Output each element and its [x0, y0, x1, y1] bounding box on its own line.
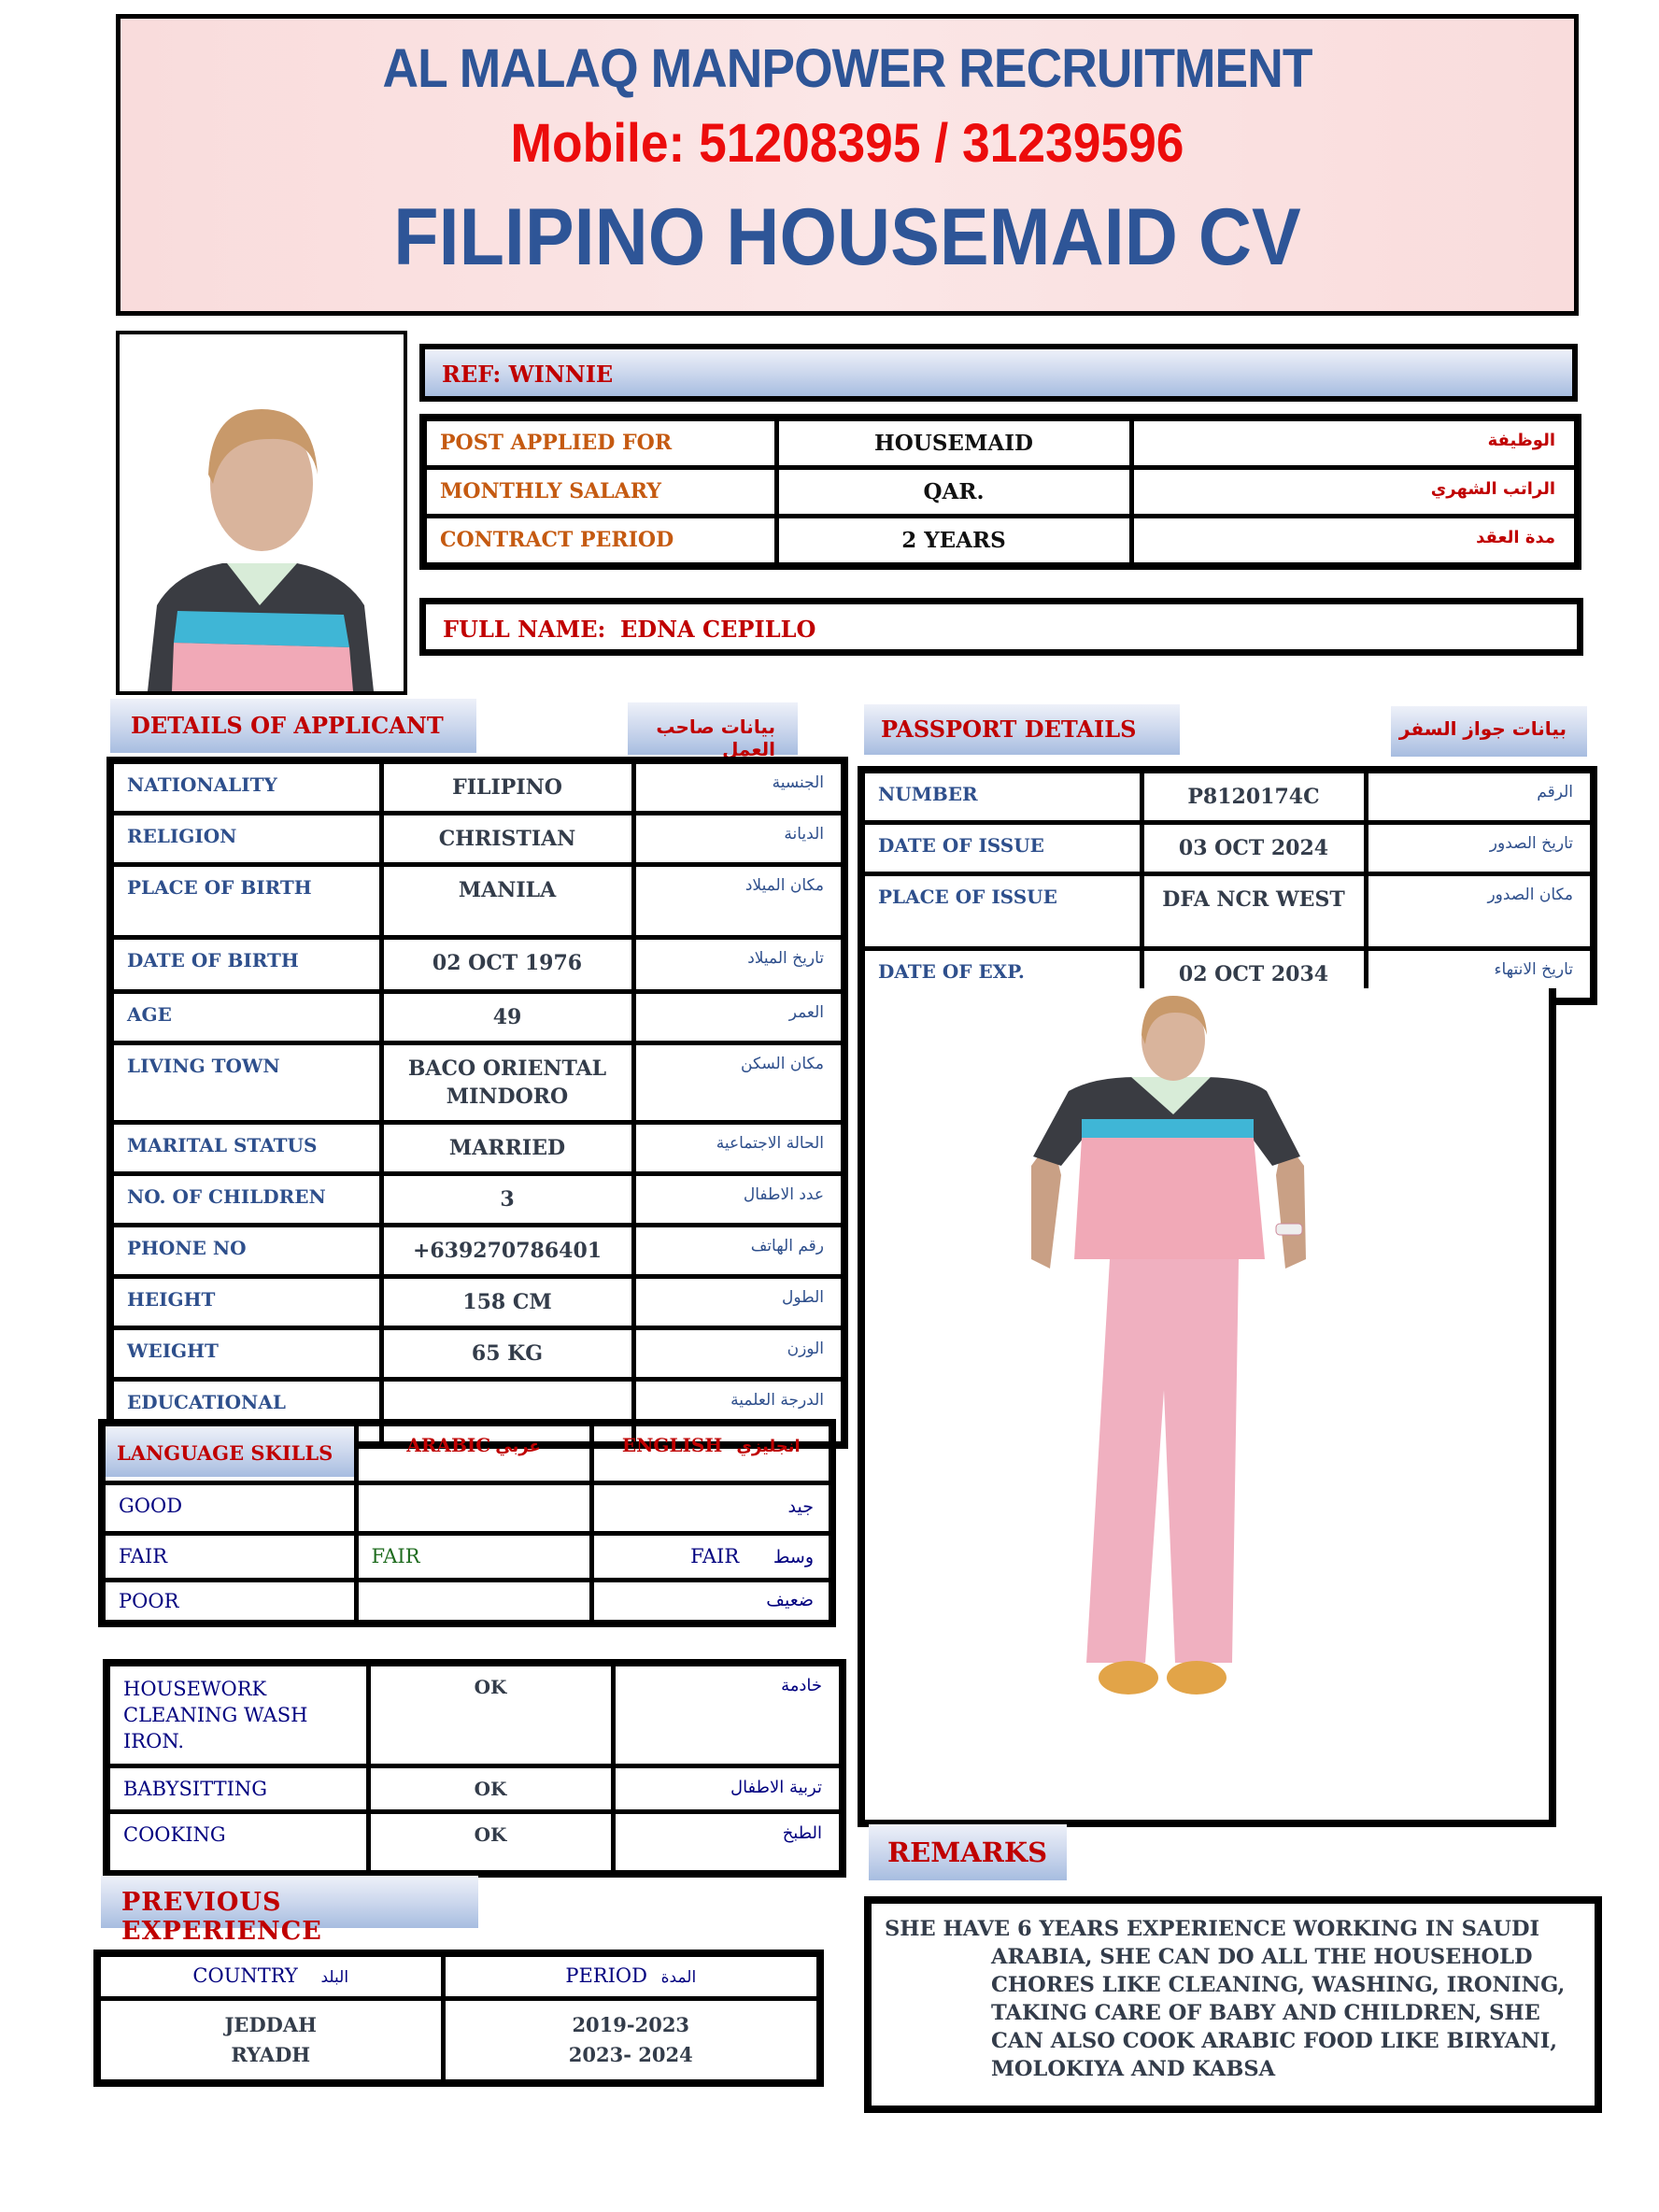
skill-row: [106, 1812, 843, 1874]
skill-label: BABYSITTING: [123, 1778, 268, 1801]
details-row: [110, 938, 844, 992]
details-value: 3: [500, 1187, 515, 1212]
details-arabic: الديانة: [784, 825, 824, 844]
skill-row: [106, 1663, 843, 1766]
company-name: AL MALAQ MANPOWER RECRUITMENT: [382, 38, 1312, 99]
level-fair-ar: وسط: [773, 1546, 814, 1567]
details-label: PLACE OF BIRTH: [127, 876, 312, 899]
full-name-label: FULL NAME:: [443, 616, 606, 643]
contract-label: CONTRACT PERIOD: [440, 528, 674, 552]
details-arabic: الدرجة العلمية: [730, 1391, 824, 1410]
salary-value: QAR.: [923, 479, 985, 504]
language-row-good: [102, 1482, 832, 1533]
passport-label: PLACE OF ISSUE: [878, 886, 1057, 908]
remarks-title: REMARKS: [887, 1836, 1048, 1868]
passport-arabic: تاريخ الانتهاء: [1494, 960, 1573, 979]
details-label: NO. OF CHILDREN: [127, 1185, 326, 1208]
ref-label: REF: WINNIE: [442, 361, 614, 388]
skill-arabic: خادمة: [781, 1676, 822, 1695]
post-table: [419, 414, 1581, 570]
arabic-header: ARABIC: [406, 1434, 491, 1456]
skill-arabic: تربية الاطفال: [730, 1778, 822, 1798]
passport-label: DATE OF ISSUE: [878, 834, 1044, 857]
experience-title-box: [101, 1876, 478, 1946]
details-value: 49: [492, 1005, 522, 1029]
level-fair: FAIR: [119, 1544, 168, 1567]
details-label: EDUCATIONAL: [127, 1391, 286, 1413]
skill-value: OK: [474, 1823, 507, 1847]
skills-table: [103, 1659, 846, 1878]
details-row: [110, 865, 844, 938]
details-arabic: الحالة الاجتماعية: [716, 1134, 824, 1153]
skill-label: HOUSEWORK CLEANING WASH IRON.: [123, 1678, 308, 1752]
full-body-photo: [858, 988, 1556, 1827]
level-poor-ar: ضعيف: [766, 1589, 814, 1610]
details-row: [110, 1277, 844, 1328]
experience-title: PREVIOUS EXPERIENCE: [121, 1888, 322, 1946]
passport-title-box: [864, 704, 1180, 755]
language-title: LANGUAGE SKILLS: [117, 1441, 333, 1465]
passport-value: P8120174C: [1187, 785, 1320, 809]
experience-data-row: [97, 1998, 820, 2083]
salary-row: [423, 468, 1578, 517]
passport-label: NUMBER: [878, 783, 978, 805]
remarks-title-box: [869, 1824, 1067, 1880]
portrait-photo: [116, 331, 407, 695]
arabic-header-ar: عربي: [495, 1437, 541, 1456]
passport-label: DATE OF EXP.: [878, 960, 1025, 983]
details-value: 02 OCT 1976: [432, 951, 583, 975]
details-arabic: رقم الهاتف: [750, 1237, 824, 1255]
full-body-image: [865, 988, 1549, 1820]
experience-header-row: [97, 1953, 820, 1998]
details-value: BACO ORIENTAL MINDORO: [407, 1056, 607, 1109]
passport-title-arabic: بيانات جواز السفر: [1398, 717, 1567, 740]
details-arabic: تاريخ الميلاد: [747, 949, 824, 968]
passport-title: PASSPORT DETAILS: [881, 716, 1137, 743]
remarks-text: ARABIA, SHE CAN DO ALL THE HOUSEHOLD CHORES LIKE CLEANING, WASHING, IRONING, TAKING CARE OF BABY AND CHILDREN, SHE CAN ALSO COOK ARABIC FOOD LIKE BIRYANI, MOLOKIYA AND KABSA: [991, 1945, 1566, 2081]
language-row-poor: [102, 1580, 832, 1624]
details-label: NATIONALITY: [127, 773, 277, 796]
mobile-numbers: Mobile: 51208395 / 31239596: [510, 113, 1184, 174]
period-header-ar: المدة: [660, 1968, 697, 1987]
experience-period: 2019-2023: [572, 2012, 690, 2036]
period-header: PERIOD: [565, 1964, 647, 1987]
header-banner: [116, 14, 1579, 316]
details-value: 158 CM: [462, 1290, 552, 1314]
arabic-fair: FAIR: [371, 1544, 420, 1567]
details-value: CHRISTIAN: [438, 827, 576, 851]
details-arabic: مكان الميلاد: [744, 876, 824, 895]
details-value: +639270786401: [412, 1239, 603, 1263]
salary-arabic: الراتب الشهري: [1430, 479, 1555, 499]
details-arabic: الجنسية: [772, 773, 824, 792]
language-row-fair: [102, 1533, 832, 1580]
post-arabic: الوظيفة: [1487, 431, 1555, 450]
full-name-box: [419, 598, 1583, 656]
post-value: HOUSEMAID: [874, 431, 1033, 456]
level-poor: POOR: [119, 1589, 179, 1612]
passport-title-arabic-box: [1391, 706, 1587, 757]
skill-value: OK: [474, 1676, 507, 1698]
portrait-image: [120, 334, 404, 691]
details-row: [110, 1328, 844, 1380]
passport-row: [861, 874, 1594, 949]
cv-title: FILIPINO HOUSEMAID CV: [393, 192, 1301, 282]
full-name-value: EDNA CEPILLO: [620, 616, 816, 643]
details-label: WEIGHT: [127, 1340, 219, 1362]
contract-arabic: مدة العقد: [1476, 528, 1555, 547]
contract-row: [423, 517, 1578, 567]
details-title-arabic: بيانات صاحب العمل: [656, 716, 775, 760]
level-good-ar: جيد: [787, 1496, 814, 1517]
details-label: AGE: [127, 1003, 172, 1026]
english-header: ENGLISH: [621, 1434, 723, 1456]
details-label: DATE OF BIRTH: [127, 949, 299, 971]
details-label: HEIGHT: [127, 1288, 216, 1311]
english-header-ar: انجليزي: [736, 1437, 801, 1456]
experience-table: [93, 1950, 824, 2087]
details-label: PHONE NO: [127, 1237, 247, 1259]
passport-value: 02 OCT 2034: [1178, 962, 1329, 986]
details-title: DETAILS OF APPLICANT: [131, 712, 444, 739]
details-row: [110, 1123, 844, 1174]
skill-arabic: الطبخ: [782, 1823, 822, 1844]
language-table: [98, 1419, 836, 1627]
details-value: 65 KG: [471, 1341, 544, 1366]
details-value: MARRIED: [448, 1136, 566, 1160]
passport-arabic: مكان الصدور: [1487, 886, 1573, 904]
details-table: [106, 757, 848, 1449]
details-arabic: مكان السكن: [741, 1055, 824, 1073]
experience-country: JEDDAH: [224, 2012, 317, 2036]
details-row: [110, 992, 844, 1043]
language-header-row: [102, 1423, 832, 1482]
details-label: LIVING TOWN: [127, 1055, 280, 1077]
details-label: RELIGION: [127, 825, 237, 847]
details-arabic: العمر: [788, 1003, 824, 1022]
passport-value: DFA NCR WEST: [1162, 887, 1345, 912]
passport-table: [858, 766, 1597, 1005]
details-value: MANILA: [458, 878, 557, 902]
details-row: [110, 1174, 844, 1226]
skill-value: OK: [474, 1778, 507, 1801]
details-arabic: الوزن: [787, 1340, 824, 1358]
experience-period: 2023- 2024: [568, 2042, 693, 2066]
passport-arabic: الرقم: [1537, 783, 1573, 801]
details-arabic: الطول: [782, 1288, 824, 1307]
details-row: [110, 760, 844, 814]
details-row: [110, 1043, 844, 1123]
passport-row: [861, 770, 1594, 823]
passport-row: [861, 823, 1594, 874]
post-row: [423, 418, 1578, 468]
details-row: [110, 814, 844, 865]
passport-value: 03 OCT 2024: [1178, 836, 1329, 860]
details-label: MARITAL STATUS: [127, 1134, 318, 1156]
country-header: COUNTRY: [192, 1964, 298, 1987]
skill-label: COOKING: [123, 1823, 226, 1847]
english-fair: FAIR: [690, 1544, 740, 1567]
salary-label: MONTHLY SALARY: [440, 479, 662, 503]
details-row: [110, 1226, 844, 1277]
remarks-first-line: SHE HAVE 6 YEARS EXPERIENCE WORKING IN SAUDI: [885, 1917, 1540, 1941]
details-title-arabic-box: [628, 702, 798, 760]
details-value: FILIPINO: [452, 775, 562, 800]
experience-country: RYADH: [231, 2042, 311, 2066]
passport-arabic: تاريخ الصدور: [1489, 834, 1573, 853]
ref-bar: [419, 344, 1578, 402]
post-label: POST APPLIED FOR: [440, 431, 673, 455]
language-title-box: [106, 1426, 354, 1477]
country-header-ar: البلد: [320, 1968, 349, 1987]
level-good: GOOD: [119, 1494, 183, 1517]
details-title-box: [110, 699, 476, 753]
skill-row: [106, 1766, 843, 1812]
remarks-box: [864, 1896, 1602, 2113]
details-arabic: عدد الاطفال: [743, 1185, 824, 1204]
contract-value: 2 YEARS: [901, 528, 1006, 553]
